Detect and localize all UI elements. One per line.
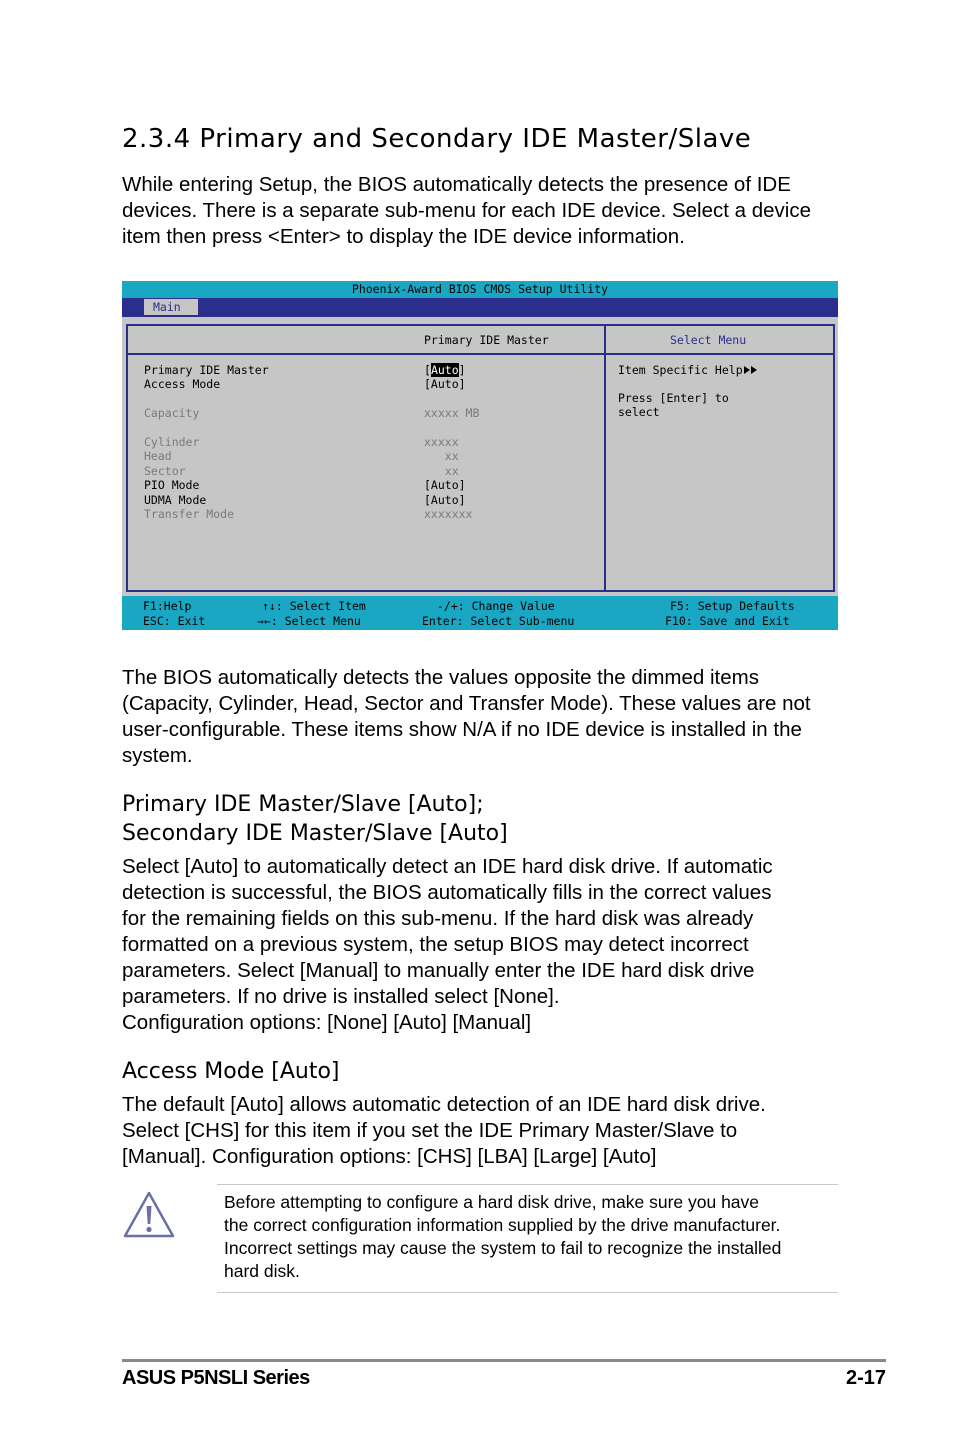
note-line: hard disk. (224, 1261, 300, 1281)
key-f1-help: F1:Help (143, 599, 192, 613)
bios-value-pio-mode[interactable]: [Auto] (424, 478, 466, 492)
text-line: The BIOS automatically detects the values opposite the dimmed items (122, 666, 759, 689)
bios-value-capacity: xxxxx MB (424, 406, 480, 420)
bios-value-cylinder: xxxxx (424, 435, 459, 449)
intro-line: item then press <Enter> to display the IDE device information. (122, 225, 685, 248)
bios-frame (126, 324, 835, 592)
bios-value-primary-ide-master[interactable] (424, 363, 466, 377)
text-line: for the remaining fields on this sub-menu. If the hard disk was already (122, 907, 754, 930)
bios-item-transfer-mode: Transfer Mode (144, 507, 235, 521)
page-number: 2-17 (845, 1367, 886, 1389)
key-save-exit: F10: Save and Exit (665, 614, 790, 628)
bios-item-access-mode[interactable]: Access Mode (144, 377, 221, 391)
subheading-ide-master-slave (122, 790, 508, 848)
note-line: Incorrect settings may cause the system to fail to recognize the installed (224, 1238, 782, 1258)
bracket: [ (424, 363, 431, 377)
text-line: Select [CHS] for this item if you set the IDE Primary Master/Slave to (122, 1119, 738, 1142)
bios-value-head: xx (424, 449, 459, 463)
subheading-line: Secondary IDE Master/Slave [Auto] (122, 821, 508, 846)
bios-value-access-mode[interactable]: [Auto] (424, 377, 466, 391)
key-esc-exit: ESC: Exit (143, 614, 206, 628)
text-line: parameters. Select [Manual] to manually enter the IDE hard disk drive (122, 959, 755, 982)
subheading-line: Primary IDE Master/Slave [Auto]; (122, 792, 484, 817)
text-line: system. (122, 744, 193, 767)
note-line: Before attempting to configure a hard disk drive, make sure you have (224, 1192, 760, 1212)
bios-value-udma-mode[interactable]: [Auto] (424, 493, 466, 507)
key-setup-defaults: F5: Setup Defaults (670, 599, 795, 613)
bios-help-title: Select Menu (670, 333, 747, 347)
text-line: Configuration options: [None] [Auto] [Manual] (122, 1011, 532, 1034)
bios-selected-value[interactable]: Auto (430, 363, 459, 377)
note-text (224, 1191, 844, 1283)
warning-icon (122, 1190, 176, 1240)
bios-item-pio-mode[interactable]: PIO Mode (144, 478, 200, 492)
text-line: The default [Auto] allows automatic detection of an IDE hard disk drive. (122, 1093, 766, 1116)
bios-item-head: Head (144, 449, 172, 463)
bios-menubar (122, 298, 838, 317)
intro-line: While entering Setup, the BIOS automatically detects the presence of IDE (122, 173, 791, 196)
bios-screen (122, 281, 838, 630)
key-select-submenu: Enter: Select Sub-menu (422, 614, 575, 628)
bracket: ] (458, 363, 466, 377)
intro-line: devices. There is a separate sub-menu for each IDE device. Select a device (122, 199, 812, 222)
note-bottom-rule (217, 1292, 838, 1293)
text-line: formatted on a previous system, the setup BIOS may detect incorrect (122, 933, 749, 956)
bios-help-line: Press [Enter] to (618, 391, 729, 405)
bios-item-cylinder: Cylinder (144, 435, 200, 449)
key-select-item: ↑↓: Select Item (262, 599, 366, 613)
intro-paragraph (122, 172, 842, 250)
text-line: detection is successful, the BIOS automatically fills in the correct values (122, 881, 772, 904)
text-line: Select [Auto] to automatically detect an IDE hard disk drive. If automatic (122, 855, 773, 878)
bios-tab-main[interactable]: Main (144, 299, 198, 315)
bios-item-capacity: Capacity (144, 406, 200, 420)
access-mode-paragraph (122, 1092, 842, 1170)
text-line: user-configurable. These items show N/A if no IDE device is installed in the (122, 718, 802, 741)
bios-divider (604, 326, 606, 590)
help-heading: Item Specific Help (618, 363, 743, 377)
bios-divider (128, 353, 833, 355)
section-title: 2.3.4 Primary and Secondary IDE Master/Slave (122, 124, 752, 154)
text-line: [Manual]. Configuration options: [CHS] [LBA] [Large] [Auto] (122, 1145, 657, 1168)
bios-help-text (618, 363, 759, 377)
double-arrow-icon (743, 365, 759, 375)
bios-key-legend (122, 596, 838, 630)
footer-rule (122, 1359, 886, 1362)
bios-value-transfer-mode: xxxxxxx (424, 507, 473, 521)
key-select-menu: →←: Select Menu (257, 614, 361, 628)
bios-help-line: select (618, 405, 660, 419)
note-line: the correct configuration information supplied by the drive manufacturer. (224, 1215, 781, 1235)
bios-title: Phoenix-Award BIOS CMOS Setup Utility (122, 281, 838, 298)
bios-panel-title: Primary IDE Master (424, 333, 549, 347)
note-top-rule (217, 1184, 838, 1185)
bios-explanation (122, 665, 842, 769)
subheading-access-mode: Access Mode [Auto] (122, 1059, 340, 1084)
bios-item-udma-mode[interactable]: UDMA Mode (144, 493, 207, 507)
bios-value-sector: xx (424, 464, 459, 478)
bios-item-primary-ide-master[interactable]: Primary IDE Master (144, 363, 269, 377)
footer-product-name: ASUS P5NSLI Series (122, 1367, 310, 1389)
text-line: parameters. If no drive is installed select [None]. (122, 985, 560, 1008)
bios-item-sector: Sector (144, 464, 186, 478)
text-line: (Capacity, Cylinder, Head, Sector and Transfer Mode). These values are not (122, 692, 811, 715)
key-change-value: -/+: Change Value (437, 599, 555, 613)
ide-master-slave-paragraph (122, 854, 842, 1036)
